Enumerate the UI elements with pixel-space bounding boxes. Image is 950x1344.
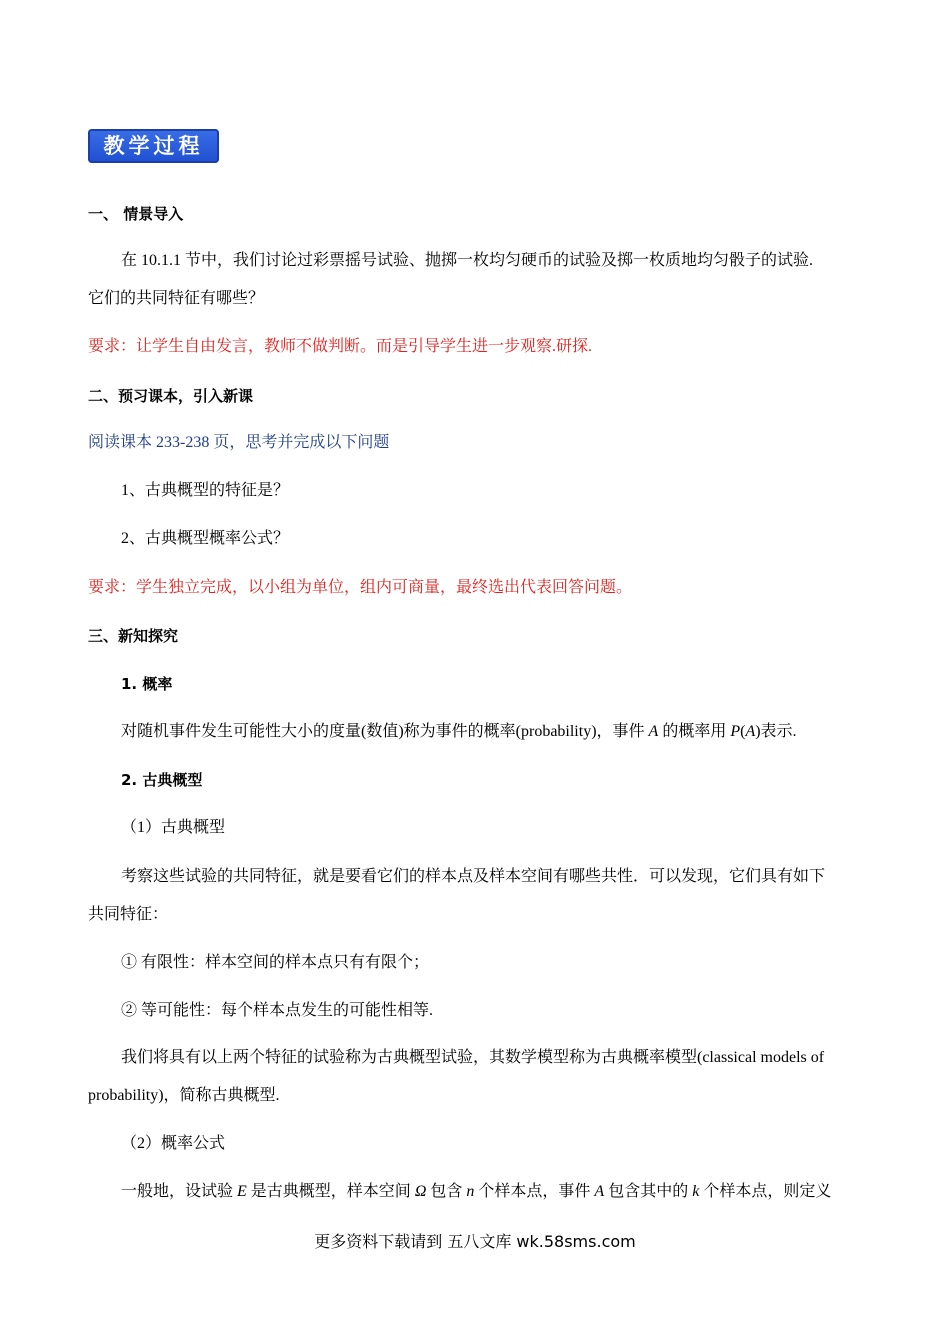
s3-model-line2: probability)，简称古典概型. xyxy=(88,1087,280,1104)
p4-n: n xyxy=(466,1183,475,1200)
p4-f: 个样本点，则定义 xyxy=(699,1183,832,1200)
def-var-P: P xyxy=(730,723,741,740)
s3-subtitle-classical: 2. 古典概型 xyxy=(121,771,203,789)
s2-question-1: 1、古典概型的特征是？ xyxy=(121,482,290,499)
def-text-b: 的概率用 xyxy=(658,723,731,740)
s2-reading-instruction: 阅读课本 233-238 页，思考并完成以下问题 xyxy=(88,434,390,451)
section-badge: 教学过程 xyxy=(88,129,219,163)
s1-requirement: 要求：让学生自由发言，教师不做判断。而是引导学生进一步观察.研探. xyxy=(88,338,593,355)
s3-subtitle-probability: 1. 概率 xyxy=(121,675,173,693)
s3-paragraph-line1: 考察这些试验的共同特征，就是要看它们的样本点及样本空间有哪些共性．可以发现，它们具有如下 xyxy=(121,868,826,885)
p4-d: 个样本点，事件 xyxy=(474,1183,595,1200)
p4-a: 一般地，设试验 xyxy=(121,1183,238,1200)
def-text-c: ( xyxy=(740,723,746,740)
def-var-A: A xyxy=(648,723,659,740)
section-1-title: 一、 情景导入 xyxy=(88,205,184,223)
s3-sub-classical-model: （1）古典概型 xyxy=(121,819,226,836)
p4-k: k xyxy=(692,1183,700,1200)
p4-Omega: Ω xyxy=(414,1183,427,1200)
s3-paragraph-line2: 共同特征： xyxy=(88,906,169,923)
p4-e: 包含其中的 xyxy=(604,1183,693,1200)
s3-formula-paragraph xyxy=(121,1181,901,1203)
p4-A: A xyxy=(594,1183,605,1200)
p4-E: E xyxy=(237,1183,247,1200)
s3-feature-2: ② 等可能性：每个样本点发生的可能性相等. xyxy=(121,1002,434,1019)
s3-probability-definition xyxy=(121,721,901,743)
def-text-d: )表示. xyxy=(755,723,797,740)
p4-c: 包含 xyxy=(426,1183,467,1200)
section-2-title: 二、预习课本，引入新课 xyxy=(88,387,254,405)
s1-paragraph-line2: 它们的共同特征有哪些？ xyxy=(88,290,265,307)
s3-sub-probability-formula: （2）概率公式 xyxy=(121,1135,226,1152)
s1-paragraph-line1: 在 10.1.1 节中，我们讨论过彩票摇号试验、抛掷一枚均匀硬币的试验及掷一枚质地均匀骰子的试验. xyxy=(121,252,814,269)
footer-link[interactable]: 更多资料下载请到 五八文库 wk.58sms.com xyxy=(314,1232,636,1251)
s3-feature-1: ① 有限性：样本空间的样本点只有有限个； xyxy=(121,954,430,971)
s2-question-2: 2、古典概型概率公式？ xyxy=(121,530,290,547)
section-3-title: 三、新知探究 xyxy=(88,627,179,645)
def-var-A2: A xyxy=(745,723,756,740)
s2-requirement: 要求：学生独立完成，以小组为单位，组内可商量，最终选出代表回答问题。 xyxy=(88,579,633,596)
def-text-a: 对随机事件发生可能性大小的度量(数值)称为事件的概率(probability)，事件 xyxy=(121,723,649,740)
s3-model-line1: 我们将具有以上两个特征的试验称为古典概型试验，其数学模型称为古典概率模型(classical models of xyxy=(121,1049,825,1066)
p4-b: 是古典概型，样本空间 xyxy=(246,1183,415,1200)
